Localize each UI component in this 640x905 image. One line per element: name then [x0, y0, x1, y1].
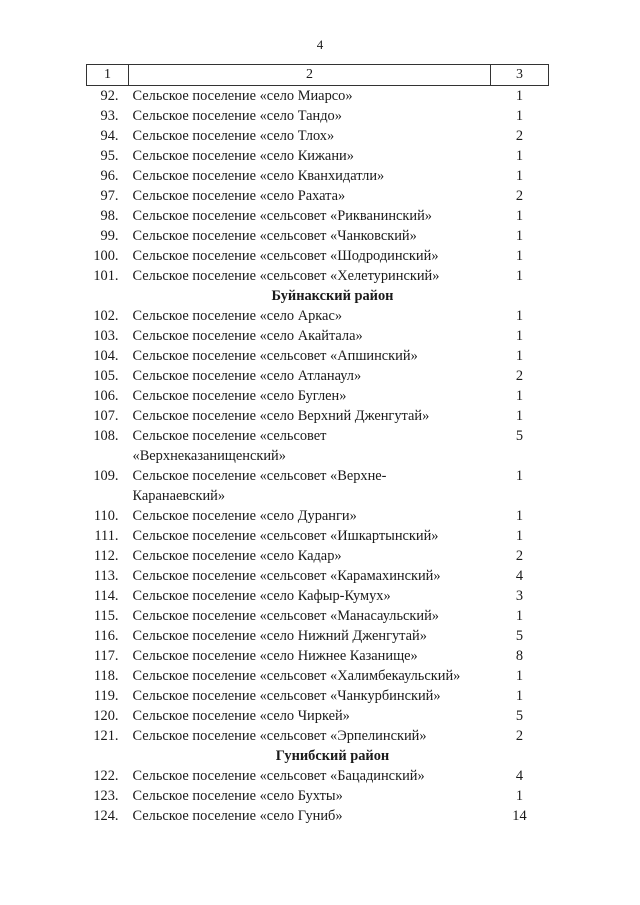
table-row	[87, 166, 549, 186]
settlement-name: Сельское поселение «село Аркас»	[132, 308, 343, 324]
settlement-name-cell	[129, 806, 491, 826]
row-number: 124.	[93, 808, 119, 824]
settlement-name: Сельское поселение «сельсовет «Верхне-	[132, 468, 387, 484]
settlement-name: Сельское поселение «село Кижани»	[132, 148, 354, 164]
column-header-name: 2	[129, 65, 491, 86]
row-number: 117.	[93, 648, 119, 664]
row-number: 93.	[100, 108, 119, 124]
settlement-name: Сельское поселение «село Рахата»	[132, 188, 346, 204]
count-cell: 1	[515, 608, 524, 624]
table-row	[87, 566, 549, 586]
count-cell: 8	[515, 648, 524, 664]
table-header-row	[87, 65, 549, 86]
settlement-name-cell	[129, 506, 491, 526]
settlement-name-cell	[129, 166, 491, 186]
table-row	[87, 706, 549, 726]
count-cell: 14	[512, 808, 527, 824]
row-number: 106.	[93, 388, 119, 404]
table-row	[87, 386, 549, 406]
settlement-name: Сельское поселение «село Кадар»	[132, 548, 342, 564]
settlement-name-cell	[129, 106, 491, 126]
table-row	[87, 646, 549, 666]
settlement-name: Сельское поселение «сельсовет «Карамахинский»	[132, 568, 441, 584]
count-cell: 1	[515, 688, 524, 704]
settlement-name: Сельское поселение «село Дуранги»	[132, 508, 357, 524]
settlement-name: Сельское поселение «сельсовет «Хелетуринский»	[132, 268, 440, 284]
count-cell: 1	[515, 348, 524, 364]
table-row	[87, 406, 549, 426]
row-number: 97.	[100, 188, 119, 204]
settlement-name: Сельское поселение «село Кафыр-Кумух»	[132, 588, 391, 604]
settlement-name: Сельское поселение «село Верхний Дженгутай»	[132, 408, 430, 424]
table-row	[87, 226, 549, 246]
settlement-name: Сельское поселение «сельсовет «Чанковский»	[132, 228, 417, 244]
count-cell: 1	[515, 148, 524, 164]
settlement-name: Сельское поселение «село Буглен»	[132, 388, 347, 404]
table-row	[87, 146, 549, 166]
settlement-name-cell	[129, 606, 491, 626]
settlement-name-cell	[129, 306, 491, 326]
table-row	[87, 126, 549, 146]
row-number: 120.	[93, 708, 119, 724]
count-cell: 1	[515, 408, 524, 424]
table-row	[87, 106, 549, 126]
settlement-name: Сельское поселение «сельсовет «Халимбекаульский»	[132, 668, 461, 684]
count-cell: 1	[515, 208, 524, 224]
table-row	[87, 546, 549, 566]
settlement-name-cell	[129, 186, 491, 206]
row-number: 118.	[93, 668, 119, 684]
table-row	[87, 186, 549, 206]
row-number: 104.	[93, 348, 119, 364]
settlement-name-cell	[129, 686, 491, 706]
settlement-name: Сельское поселение «сельсовет «Апшинский»	[132, 348, 418, 364]
table-row	[87, 206, 549, 226]
column-header-number: 1	[87, 65, 129, 86]
settlement-name-cell	[129, 526, 491, 546]
table-row	[87, 586, 549, 606]
settlement-name-cell	[129, 426, 491, 466]
table-row	[87, 626, 549, 646]
row-number: 114.	[93, 588, 119, 604]
table-row	[87, 306, 549, 326]
settlement-name-cell	[129, 566, 491, 586]
settlement-name: Сельское поселение «село Бухты»	[132, 788, 343, 804]
count-cell: 3	[515, 588, 524, 604]
count-cell: 5	[515, 628, 524, 644]
settlement-name-cell	[129, 226, 491, 246]
settlement-name-continuation: «Верхнеказанищенский»	[132, 448, 286, 464]
district-heading: Буйнакский район	[271, 288, 394, 304]
count-cell: 1	[515, 388, 524, 404]
settlement-name: Сельское поселение «село Нижний Дженгутай»	[132, 628, 427, 644]
count-cell: 4	[515, 768, 524, 784]
table-row	[87, 726, 549, 746]
settlement-name: Сельское поселение «село Миарсо»	[132, 88, 353, 104]
table-row	[87, 366, 549, 386]
row-number: 110.	[93, 508, 119, 524]
settlement-name: Сельское поселение «сельсовет «Рикванинский»	[132, 208, 432, 224]
row-number: 108.	[93, 428, 119, 444]
settlement-name-cell	[129, 466, 491, 506]
settlement-name: Сельское поселение «село Тандо»	[132, 108, 342, 124]
table-row	[87, 86, 549, 107]
settlement-name-continuation: Каранаевский»	[132, 488, 226, 504]
settlement-name: Сельское поселение «сельсовет «Бацадинский»	[132, 768, 425, 784]
settlement-name-cell	[129, 86, 491, 107]
table-row	[87, 786, 549, 806]
row-number: 121.	[93, 728, 119, 744]
settlement-name: Сельское поселение «село Тлох»	[132, 128, 335, 144]
row-number: 96.	[100, 168, 119, 184]
count-cell: 2	[515, 128, 524, 144]
settlement-name: Сельское поселение «село Акайтала»	[132, 328, 363, 344]
settlement-name-cell	[129, 126, 491, 146]
row-number: 111.	[94, 528, 119, 544]
settlement-name: Сельское поселение «сельсовет «Чанкурбинский»	[132, 688, 441, 704]
count-cell: 1	[515, 328, 524, 344]
settlement-name-cell	[129, 406, 491, 426]
row-number: 94.	[100, 128, 119, 144]
row-number: 107.	[93, 408, 119, 424]
settlement-name: Сельское поселение «село Чиркей»	[132, 708, 350, 724]
settlement-name-cell	[129, 726, 491, 746]
settlement-name-cell	[129, 386, 491, 406]
settlement-name-cell	[129, 626, 491, 646]
count-cell: 1	[515, 468, 524, 484]
count-cell: 1	[515, 508, 524, 524]
table-body	[87, 86, 549, 827]
count-cell: 1	[515, 268, 524, 284]
row-number: 116.	[93, 628, 119, 644]
table-row	[87, 506, 549, 526]
table-row	[87, 666, 549, 686]
count-cell: 2	[515, 368, 524, 384]
count-cell: 1	[515, 108, 524, 124]
settlement-name: Сельское поселение «село Атланаул»	[132, 368, 362, 384]
table-row	[87, 346, 549, 366]
count-cell: 5	[515, 708, 524, 724]
count-cell: 1	[515, 668, 524, 684]
table-row	[87, 266, 549, 286]
row-number: 103.	[93, 328, 119, 344]
table-row	[87, 606, 549, 626]
settlement-name: Сельское поселение «сельсовет «Ишкартынский»	[132, 528, 439, 544]
table-row	[87, 326, 549, 346]
row-number: 122.	[93, 768, 119, 784]
count-cell: 1	[515, 308, 524, 324]
row-number: 109.	[93, 468, 119, 484]
count-cell: 5	[515, 428, 524, 444]
row-number: 100.	[93, 248, 119, 264]
settlement-name: Сельское поселение «село Нижнее Казанище»	[132, 648, 418, 664]
settlement-name-cell	[129, 326, 491, 346]
settlement-name: Сельское поселение «село Гуниб»	[132, 808, 343, 824]
row-number: 99.	[100, 228, 119, 244]
count-cell: 4	[515, 568, 524, 584]
count-cell: 1	[515, 788, 524, 804]
count-cell: 2	[515, 188, 524, 204]
count-cell: 1	[515, 88, 524, 104]
count-cell: 2	[515, 548, 524, 564]
row-number: 112.	[93, 548, 119, 564]
settlement-name: Сельское поселение «сельсовет «Манасаульский»	[132, 608, 439, 624]
row-number: 113.	[93, 568, 119, 584]
column-header-count: 3	[491, 65, 549, 86]
table-row	[87, 686, 549, 706]
count-cell: 1	[515, 168, 524, 184]
settlement-name-cell	[129, 706, 491, 726]
district-heading: Гунибский район	[275, 748, 390, 764]
settlement-name-cell	[129, 246, 491, 266]
row-number: 92.	[100, 88, 119, 104]
settlement-name-cell	[129, 786, 491, 806]
row-number: 105.	[93, 368, 119, 384]
row-number: 95.	[100, 148, 119, 164]
count-cell: 1	[515, 248, 524, 264]
district-heading-row	[87, 746, 549, 766]
settlement-name-cell	[129, 206, 491, 226]
row-number: 98.	[100, 208, 119, 224]
settlement-name: Сельское поселение «сельсовет «Эрпелинский»	[132, 728, 427, 744]
table-row	[87, 246, 549, 266]
table-row	[87, 806, 549, 826]
table-row	[87, 766, 549, 786]
count-cell: 1	[515, 528, 524, 544]
settlement-name-cell	[129, 146, 491, 166]
settlement-name-cell	[129, 766, 491, 786]
table-row	[87, 466, 549, 506]
settlement-name: Сельское поселение «село Кванхидатли»	[132, 168, 385, 184]
count-cell: 1	[515, 228, 524, 244]
row-number: 119.	[93, 688, 119, 704]
table-row	[87, 526, 549, 546]
settlement-name: Сельское поселение «сельсовет	[132, 428, 327, 444]
settlement-name-cell	[129, 346, 491, 366]
settlements-table	[86, 64, 549, 826]
district-heading-row	[87, 286, 549, 306]
settlement-name-cell	[129, 366, 491, 386]
settlement-name-cell	[129, 646, 491, 666]
row-number: 115.	[93, 608, 119, 624]
row-number: 123.	[93, 788, 119, 804]
settlement-name-cell	[129, 266, 491, 286]
row-number: 101.	[93, 268, 119, 284]
settlement-name-cell	[129, 586, 491, 606]
table-row	[87, 426, 549, 466]
settlement-name-cell	[129, 666, 491, 686]
settlement-name: Сельское поселение «сельсовет «Шодродинский»	[132, 248, 439, 264]
row-number: 102.	[93, 308, 119, 324]
page-number: 4	[316, 37, 324, 52]
count-cell: 2	[515, 728, 524, 744]
settlement-name-cell	[129, 546, 491, 566]
